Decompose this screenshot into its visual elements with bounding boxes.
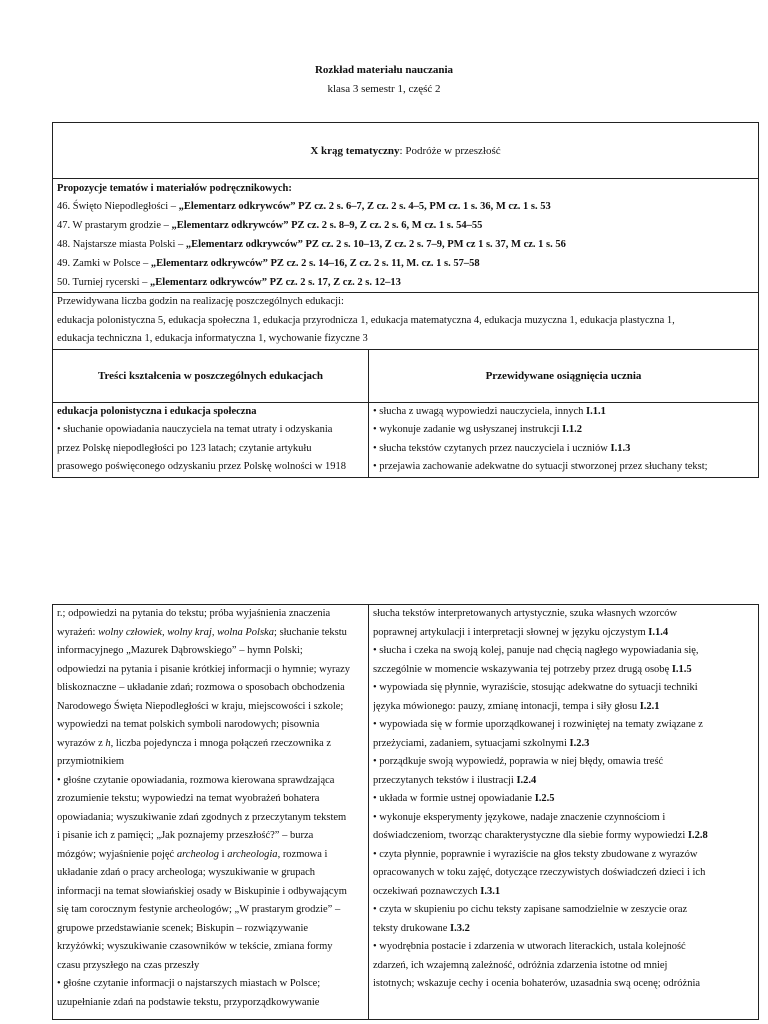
hours-line: edukacja techniczna 1, edukacja informatyczna 1, wychowanie fizyczne 3 [57, 333, 368, 344]
outcome-line: • słucha z uwagą wypowiedzi nauczyciela, innych I.1.1 [373, 405, 606, 417]
outcome-line: przeczytanych tekstów i ilustracji I.2.4 [373, 774, 537, 786]
content-line: grupowe przedstawianie scenek; Biskupin – rozwiązywanie [57, 922, 309, 934]
proposal-list [57, 197, 754, 292]
outcome-line: • wypowiada się płynnie, wyraziście, stosując adekwatne do sytuacji techniki [373, 682, 698, 693]
outcome-line: • słucha tekstów czytanych przez nauczyciela i uczniów I.1.3 [373, 442, 631, 454]
column-headers [53, 350, 758, 403]
content-line: Narodowego Święta Niepodległości w kraju, miejscowości i szkole; [57, 700, 344, 712]
content-line: • głośne czytanie opowiadania, rozmowa kierowana sprawdzająca [57, 774, 335, 786]
outcome-line: • słucha i czeka na swoją kolej, panuje nad chęcią nagłego wypowiadania się, [373, 645, 699, 656]
outcome-line: oczekiwań poznawczych I.3.1 [373, 885, 501, 897]
right-column-header: Przewidywane osiągnięcia ucznia [485, 369, 642, 382]
right-content [369, 403, 758, 477]
content-line: r.; odpowiedzi na pytania do tekstu; próba wyjaśnienia znaczenia [57, 608, 331, 619]
hours-line: Przewidywana liczba godzin na realizację poszczególnych edukacji: [57, 296, 344, 307]
proposal-item: 50. Turniej rycerski – „Elementarz odkrywców” PZ cz. 2 s. 17, Z cz. 2 s. 12–13 [57, 277, 401, 288]
content-row-part1 [53, 403, 758, 477]
outcome-line: • układa w formie ustnej opowiadanie I.2.5 [373, 793, 555, 804]
left-column-header: Treści kształcenia w poszczególnych edukacjach [53, 350, 369, 402]
outcome-line: opracowanych w toku zajęć, dotyczące rzeczywistych doświadczeń dzieci i ich [373, 867, 706, 878]
content-line: się tam corocznym festynie archeologów; „W prastarym grodzie” – [57, 904, 341, 915]
outcome-line: • wykonuje zadanie wg usłyszanej instrukcji I.1.2 [373, 424, 582, 435]
content-line: czasu przyszłego na czas przeszły [57, 959, 200, 971]
content-line: prasowego poświęconego odzyskaniu przez Polskę wolności w 1918 [57, 461, 346, 472]
right-content-continued [369, 605, 758, 1019]
outcome-line: istotnych; wskazuje cechy i ocenia bohaterów, uzasadnia swą ocenę; odróżnia [373, 978, 701, 989]
theme-value: : Podróże w przeszłość [399, 144, 501, 157]
content-line: wyrazów z h, liczba pojedyncza i mnoga połączeń rzeczownika z [57, 737, 332, 749]
outcome-line: • wyodrębnia postacie i zdarzenia w utworach literackich, ustala kolejność [373, 941, 686, 952]
content-line: odpowiedzi na pytania i pisanie krótkiej informacji o hymnie; wyrazy [57, 663, 351, 675]
education-heading: edukacja polonistyczna i edukacja społeczna [57, 405, 257, 417]
content-line: przymiotnikiem [57, 756, 125, 767]
document-title: Rozkład materiału nauczania [314, 64, 454, 76]
hours-section [53, 293, 758, 350]
outcome-line: • czyta w skupieniu po cichu teksty zapisane samodzielnie w zeszycie oraz [373, 904, 688, 915]
proposal-item: 48. Najstarsze miasta Polski – „Elementarz odkrywców” PZ cz. 2 s. 10–13, Z cz. 2 s. 7–9, PM cz 1 s. 37, M cz. 1 s. 56 [57, 239, 566, 250]
proposal-item: 46. Święto Niepodległości – „Elementarz odkrywców” PZ cz. 2 s. 6–7, Z cz. 2 s. 4–5, PM cz. 1 s. 36, M cz. 1 s. 53 [57, 201, 551, 212]
outcome-line: słucha tekstów interpretowanych artystycznie, szuka własnych wzorców [373, 608, 678, 619]
content-line: zrozumienie tekstu; wypowiedzi na temat wyobrażeń bohatera [57, 793, 320, 804]
outcome-line: • wypowiada się w formie uporządkowanej i rozwiniętej na tematy związane z [373, 719, 703, 730]
theme-label: X krąg tematyczny [310, 144, 400, 157]
outcome-line: doświadczeniom, tworząc charakterystyczne dla siebie formy wypowiedzi I.2.8 [373, 830, 708, 841]
content-line: uzupełnianie zdań na podstawie tekstu, przyporządkowywanie [57, 996, 320, 1008]
outcome-line: teksty drukowane I.3.2 [373, 922, 470, 934]
content-line: • słuchanie opowiadania nauczyciela na temat utraty i odzyskania [57, 424, 333, 435]
outcome-line: • czyta płynnie, poprawnie i wyraziście na głos teksty zbudowane z wyrazów [373, 848, 698, 860]
content-line: bliskoznaczne – układanie zdań; rozmowa o sposobach obchodzenia [57, 682, 345, 693]
proposals-heading: Propozycje tematów i materiałów podręcznikowych: [57, 183, 292, 194]
content-line: wypowiedzi na temat polskich symboli narodowych; pisownia [57, 719, 320, 730]
outcome-line: języka mówionego: pauzy, zmianę intonacji, tempa i siły głosu I.2.1 [373, 700, 660, 712]
theme-row [53, 123, 758, 179]
proposals-section [53, 179, 758, 293]
left-content-continued [53, 605, 369, 1019]
outcome-line: • porządkuje swoją wypowiedź, poprawia w niej błędy, omawia treść [373, 756, 664, 767]
content-line: informacji na temat słowiańskiej osady w Biskupinie i odbywającym [57, 885, 347, 897]
content-line: wyrażeń: wolny człowiek, wolny kraj, wolna Polska; słuchanie tekstu [57, 626, 347, 638]
content-line: krzyżówki; wyszukiwanie czasowników w tekście, zmiana formy [57, 941, 333, 952]
outcome-line: • przejawia zachowanie adekwatne do sytuacji stworzonej przez słuchany tekst; [373, 461, 708, 472]
curriculum-table-part1 [52, 122, 759, 478]
proposal-item: 49. Zamki w Polsce – „Elementarz odkrywców” PZ cz. 2 s. 14–16, Z cz. 2 s. 11, M. cz. 1 s. 57–58 [57, 258, 480, 269]
content-line: • głośne czytanie informacji o najstarszych miastach w Polsce; [57, 978, 321, 989]
outcome-line: zdarzeń, ich wzajemną zależność, odróżnia zdarzenia istotne od mniej [373, 959, 668, 971]
content-row-part2 [53, 605, 758, 1019]
content-line: mózgów; wyjaśnienie pojęć archeolog i archeologia, rozmowa i [57, 848, 328, 860]
content-line: informacyjnego „Mazurek Dąbrowskiego” – hymn Polski; [57, 645, 303, 656]
hours-line: edukacja polonistyczna 5, edukacja społeczna 1, edukacja przyrodnicza 1, edukacja matematyczna 4, edukacja muzyczna 1, edukacja plastyczna 1, [57, 314, 675, 326]
curriculum-table-part2 [52, 604, 759, 1020]
outcome-line: szczególnie w momencie wskazywania tej potrzeby przez drugą osobę I.1.5 [373, 663, 692, 675]
left-content [53, 403, 369, 477]
outcome-line: przeżyciami, zadaniem, sytuacjami szkolnymi I.2.3 [373, 737, 590, 749]
outcome-line: • wykonuje eksperymenty językowe, nadaje znaczenie czynnościom i [373, 811, 666, 823]
content-line: przez Polskę niepodległości po 123 latach; czytanie artykułu [57, 442, 312, 454]
content-line: układanie zdań o pracy archeologa; wyszukiwanie w grupach [57, 867, 316, 878]
outcome-line: poprawnej artykulacji i interpretacji słownej w języku ojczystym I.1.4 [373, 626, 669, 638]
document-subtitle: klasa 3 semestr 1, część 2 [327, 83, 441, 95]
content-line: i pisanie ich z pamięci; „Jak poznajemy przeszłość?” – burza [57, 830, 314, 841]
proposal-item: 47. W prastarym grodzie – „Elementarz odkrywców” PZ cz. 2 s. 8–9, Z cz. 2 s. 6, M cz. 1 s. 54–55 [57, 220, 483, 231]
content-line: opowiadania; wyszukiwanie zdań zgodnych z przeczytanym tekstem [57, 811, 347, 823]
